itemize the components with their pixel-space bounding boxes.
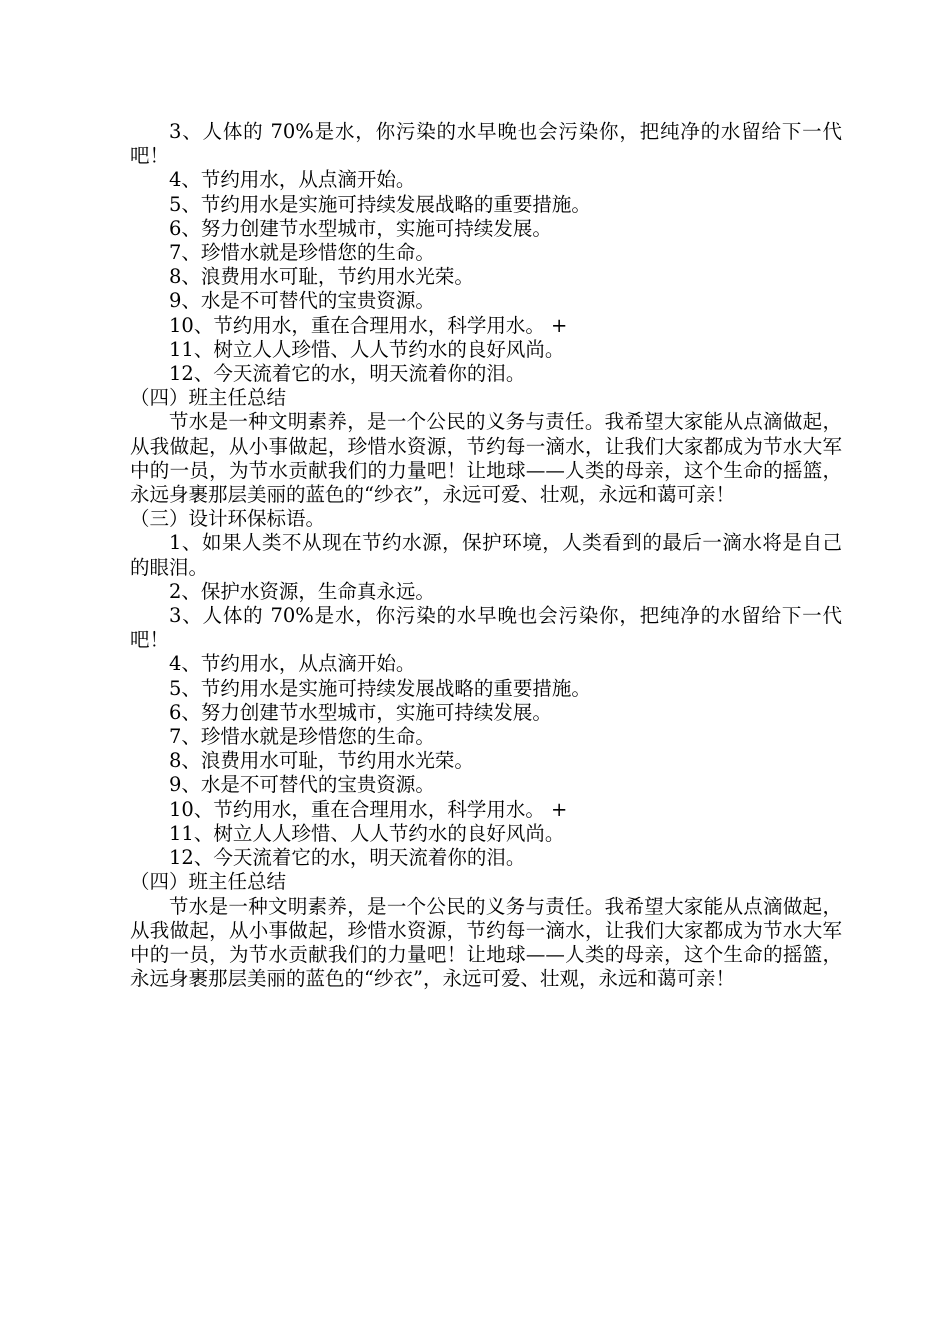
slogan-item: 11、树立人人珍惜、人人节约水的良好风尚。 xyxy=(169,821,565,845)
section-heading-slogans: （三）设计环保标语。 xyxy=(130,507,326,531)
slogan-item: 8、浪费用水可耻，节约用水光荣。 xyxy=(169,265,474,289)
slogan-item: 2、保护水资源，生命真永远。 xyxy=(169,579,435,603)
slogan-item: 12、今天流着它的水，明天流着你的泪。 xyxy=(169,362,526,386)
slogan-item: 3、人体的 70%是水，你污染的水早晚也会污染你，把纯净的水留给下一代吧！ xyxy=(130,604,842,652)
slogan-item: 9、水是不可替代的宝贵资源。 xyxy=(169,289,435,313)
slogan-item: 4、节约用水，从点滴开始。 xyxy=(169,168,416,192)
slogan-item: 10、节约用水，重在合理用水，科学用水。 + xyxy=(169,797,568,821)
summary-paragraph: 节水是一种文明素养，是一个公民的义务与责任。我希望大家能从点滴做起，从我做起，从小事做起，珍惜水资源，节约每一滴水，让我们大家都成为节水大军中的一员，为节水贡献我们的力量吧！让地球——人类的母亲，这个生命的摇篮，永远身裹那层美丽的蓝色的“纱衣”，永远可爱、壮观，永远和蔼可亲！ xyxy=(130,410,842,507)
section-heading-summary: （四）班主任总结 xyxy=(130,870,287,894)
slogan-item: 12、今天流着它的水，明天流着你的泪。 xyxy=(169,846,526,870)
slogan-item: 9、水是不可替代的宝贵资源。 xyxy=(169,773,435,797)
section-heading-summary: （四）班主任总结 xyxy=(130,386,287,410)
slogan-item: 11、树立人人珍惜、人人节约水的良好风尚。 xyxy=(169,337,565,361)
slogan-item: 5、节约用水是实施可持续发展战略的重要措施。 xyxy=(169,192,591,216)
slogan-item: 1、如果人类不从现在节约水源，保护环境，人类看到的最后一滴水将是自己的眼泪。 xyxy=(130,531,842,579)
slogan-item: 10、节约用水，重在合理用水，科学用水。 + xyxy=(169,313,568,337)
slogan-item: 8、浪费用水可耻，节约用水光荣。 xyxy=(169,749,474,773)
summary-paragraph: 节水是一种文明素养，是一个公民的义务与责任。我希望大家能从点滴做起，从我做起，从小事做起，珍惜水资源，节约每一滴水，让我们大家都成为节水大军中的一员，为节水贡献我们的力量吧！让地球——人类的母亲，这个生命的摇篮，永远身裹那层美丽的蓝色的“纱衣”，永远可爱、壮观，永远和蔼可亲！ xyxy=(130,894,842,991)
slogan-item: 6、努力创建节水型城市，实施可持续发展。 xyxy=(169,216,552,240)
slogan-item: 3、人体的 70%是水，你污染的水早晚也会污染你，把纯净的水留给下一代吧！ xyxy=(130,120,842,168)
slogan-item: 7、珍惜水就是珍惜您的生命。 xyxy=(169,241,435,265)
slogan-item: 6、努力创建节水型城市，实施可持续发展。 xyxy=(169,700,552,724)
document-page xyxy=(130,120,842,991)
slogan-item: 5、节约用水是实施可持续发展战略的重要措施。 xyxy=(169,676,591,700)
slogan-item: 7、珍惜水就是珍惜您的生命。 xyxy=(169,725,435,749)
slogan-item: 4、节约用水，从点滴开始。 xyxy=(169,652,416,676)
